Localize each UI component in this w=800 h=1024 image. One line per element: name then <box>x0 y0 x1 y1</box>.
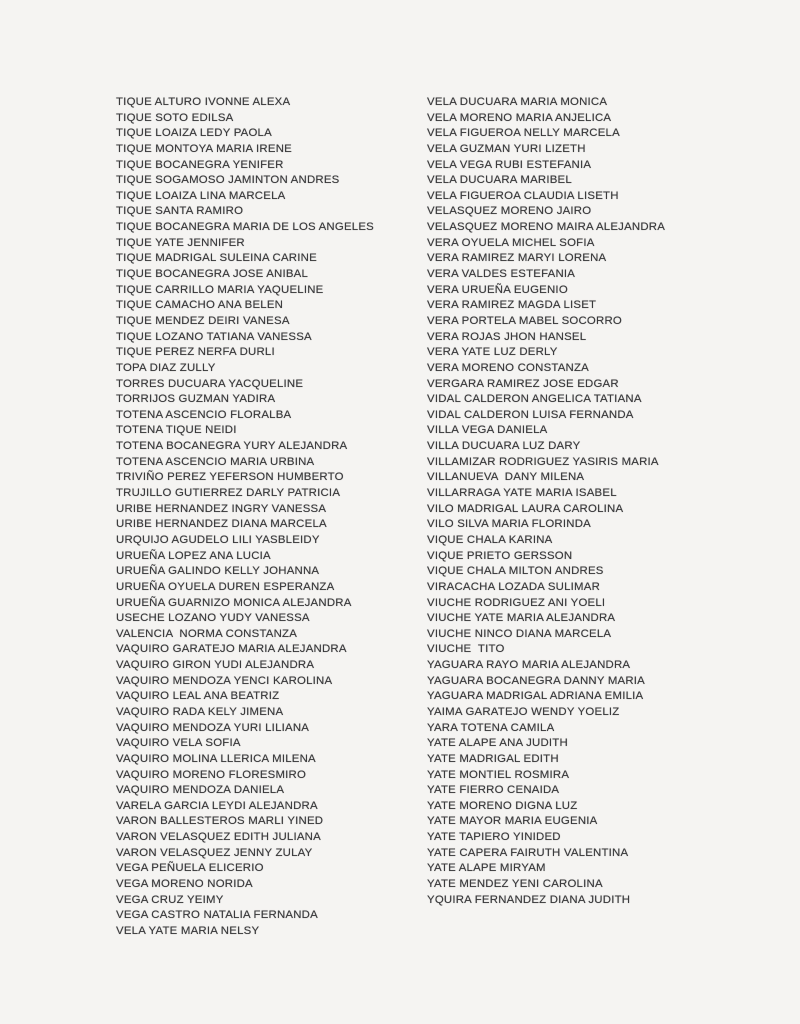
list-item: TIQUE BOCANEGRA JOSE ANIBAL <box>116 268 309 281</box>
list-item: TIQUE CAMACHO ANA BELEN <box>116 299 284 312</box>
list-item: VILLANUEVA DANY MILENA <box>427 471 585 484</box>
list-item: VILLARRAGA YATE MARIA ISABEL <box>427 487 617 500</box>
list-item: VIRACACHA LOZADA SULIMAR <box>427 580 601 593</box>
list-item: VELA GUZMAN YURI LIZETH <box>427 142 586 155</box>
list-item: VIUCHE NINCO DIANA MARCELA <box>427 627 612 640</box>
list-item: VERA PORTELA MABEL SOCORRO <box>427 314 622 327</box>
list-item: VERA YATE LUZ DERLY <box>427 346 558 359</box>
list-item: VELA VEGA RUBI ESTEFANIA <box>427 158 592 171</box>
list-item: TRUJILLO GUTIERREZ DARLY PATRICIA <box>116 487 341 500</box>
list-item: TIQUE BOCANEGRA YENIFER <box>116 158 284 171</box>
list-item: TIQUE YATE JENNIFER <box>116 236 245 249</box>
list-item: VIQUE CHALA KARINA <box>427 533 553 546</box>
list-item: VILLAMIZAR RODRIGUEZ YASIRIS MARIA <box>427 455 659 468</box>
list-item: VAQUIRO GIRON YUDI ALEJANDRA <box>116 659 315 672</box>
list-item: TIQUE LOAIZA LINA MARCELA <box>116 189 286 202</box>
list-item: VAQUIRO MORENO FLORESMIRO <box>116 768 307 781</box>
list-item: TIQUE ALTURO IVONNE ALEXA <box>116 96 291 108</box>
list-item: VIDAL CALDERON ANGELICA TATIANA <box>427 393 642 406</box>
list-item: VEGA CRUZ YEIMY <box>116 893 224 906</box>
list-item: VERA ROJAS JHON HANSEL <box>427 330 587 343</box>
list-item: VELA DUCUARA MARIBEL <box>427 174 572 187</box>
list-item: VERA URUEÑA EUGENIO <box>427 283 568 296</box>
list-item: VARON BALLESTEROS MARLI YINED <box>116 815 324 828</box>
list-item: VELASQUEZ MORENO JAIRO <box>427 205 592 218</box>
list-item: TIQUE SOTO EDILSA <box>116 111 234 124</box>
list-item: TIQUE MADRIGAL SULEINA CARINE <box>116 252 317 265</box>
list-item: URUEÑA LOPEZ ANA LUCIA <box>116 549 271 562</box>
list-item: VEGA MORENO NORIDA <box>116 878 253 891</box>
list-item: TIQUE CARRILLO MARIA YAQUELINE <box>116 283 324 296</box>
list-item: YAIMA GARATEJO WENDY YOELIZ <box>427 705 620 718</box>
list-item: TOTENA TIQUE NEIDI <box>116 424 237 437</box>
list-item: VAQUIRO GARATEJO MARIA ALEJANDRA <box>116 643 347 656</box>
list-item: YATE MONTIEL ROSMIRA <box>427 768 570 781</box>
list-item: TOTENA BOCANEGRA YURY ALEJANDRA <box>116 440 348 453</box>
list-item: YATE MENDEZ YENI CAROLINA <box>427 878 603 891</box>
list-item: URIBE HERNANDEZ INGRY VANESSA <box>116 502 327 515</box>
list-item: URQUIJO AGUDELO LILI YASBLEIDY <box>116 533 320 546</box>
list-item: VILO SILVA MARIA FLORINDA <box>427 518 591 531</box>
list-item: URIBE HERNANDEZ DIANA MARCELA <box>116 518 327 531</box>
list-item: TORRIJOS GUZMAN YADIRA <box>116 393 276 406</box>
list-item: VERA MORENO CONSTANZA <box>427 361 589 374</box>
name-column-left <box>116 95 374 940</box>
list-item: VIUCHE YATE MARIA ALEJANDRA <box>427 612 616 625</box>
list-item: TOPA DIAZ ZULLY <box>116 361 216 374</box>
list-item: VILLA DUCUARA LUZ DARY <box>427 440 581 453</box>
list-item: VELA MORENO MARIA ANJELICA <box>427 111 612 124</box>
list-item: VILLA VEGA DANIELA <box>427 424 548 437</box>
list-item: VERA RAMIREZ MAGDA LISET <box>427 299 597 312</box>
list-item: YAGUARA RAYO MARIA ALEJANDRA <box>427 659 631 672</box>
name-column-right <box>427 95 665 908</box>
list-item: YARA TOTENA CAMILA <box>427 721 555 734</box>
list-item: VAQUIRO LEAL ANA BEATRIZ <box>116 690 280 703</box>
list-item: VELASQUEZ MORENO MAIRA ALEJANDRA <box>427 221 666 234</box>
list-item: VERGARA RAMIREZ JOSE EDGAR <box>427 377 619 390</box>
list-item: VIDAL CALDERON LUISA FERNANDA <box>427 408 634 421</box>
list-item: TIQUE LOAIZA LEDY PAOLA <box>116 127 272 140</box>
list-item: TIQUE SOGAMOSO JAMINTON ANDRES <box>116 174 340 187</box>
list-item: YATE FIERRO CENAIDA <box>427 784 560 797</box>
list-item: VAQUIRO MOLINA LLERICA MILENA <box>116 752 316 765</box>
list-item: VIUCHE TITO <box>427 643 505 656</box>
list-item: VAQUIRO RADA KELY JIMENA <box>116 705 284 718</box>
list-item: VELA FIGUEROA CLAUDIA LISETH <box>427 189 619 202</box>
list-item: YATE MAYOR MARIA EUGENIA <box>427 815 598 828</box>
list-item: URUEÑA GUARNIZO MONICA ALEJANDRA <box>116 596 352 609</box>
list-item: YATE ALAPE ANA JUDITH <box>427 737 568 750</box>
list-item: VAQUIRO MENDOZA YENCI KAROLINA <box>116 674 333 687</box>
list-item: VERA OYUELA MICHEL SOFIA <box>427 236 595 249</box>
list-item: VELA YATE MARIA NELSY <box>116 924 260 937</box>
list-item: TIQUE LOZANO TATIANA VANESSA <box>116 330 312 343</box>
list-item: TRIVIÑO PEREZ YEFERSON HUMBERTO <box>116 471 344 484</box>
list-item: YATE TAPIERO YINIDED <box>427 831 561 844</box>
list-item: URUEÑA GALINDO KELLY JOHANNA <box>116 565 320 578</box>
list-item: YQUIRA FERNANDEZ DIANA JUDITH <box>427 893 631 906</box>
list-item: VARON VELASQUEZ JENNY ZULAY <box>116 846 313 859</box>
list-item: YATE MADRIGAL EDITH <box>427 752 559 765</box>
list-item: TIQUE PEREZ NERFA DURLI <box>116 346 275 359</box>
list-item: VALENCIA NORMA CONSTANZA <box>116 627 298 640</box>
list-item: VILO MADRIGAL LAURA CAROLINA <box>427 502 624 515</box>
list-item: TORRES DUCUARA YACQUELINE <box>116 377 304 390</box>
list-item: YAGUARA MADRIGAL ADRIANA EMILIA <box>427 690 644 703</box>
list-item: YAGUARA BOCANEGRA DANNY MARIA <box>427 674 645 687</box>
list-item: VAQUIRO VELA SOFIA <box>116 737 241 750</box>
list-item: VERA RAMIREZ MARYI LORENA <box>427 252 607 265</box>
list-item: VIQUE PRIETO GERSSON <box>427 549 573 562</box>
list-item: USECHE LOZANO YUDY VANESSA <box>116 612 310 625</box>
list-item: VELA FIGUEROA NELLY MARCELA <box>427 127 620 140</box>
list-item: TIQUE MONTOYA MARIA IRENE <box>116 142 292 155</box>
list-item: YATE MORENO DIGNA LUZ <box>427 799 578 812</box>
list-item: TOTENA ASCENCIO MARIA URBINA <box>116 455 315 468</box>
list-item: URUEÑA OYUELA DUREN ESPERANZA <box>116 580 335 593</box>
list-item: YATE ALAPE MIRYAM <box>427 862 546 875</box>
list-item: VELA DUCUARA MARIA MONICA <box>427 96 608 108</box>
list-item: TOTENA ASCENCIO FLORALBA <box>116 408 292 421</box>
list-item: VEGA PEÑUELA ELICERIO <box>116 862 264 875</box>
list-item: VIUCHE RODRIGUEZ ANI YOELI <box>427 596 606 609</box>
list-item: VEGA CASTRO NATALIA FERNANDA <box>116 909 318 922</box>
list-item: VARON VELASQUEZ EDITH JULIANA <box>116 831 321 844</box>
list-item: YATE CAPERA FAIRUTH VALENTINA <box>427 846 629 859</box>
list-item: VERA VALDES ESTEFANIA <box>427 268 576 281</box>
list-item: VAQUIRO MENDOZA DANIELA <box>116 784 285 797</box>
list-item: VIQUE CHALA MILTON ANDRES <box>427 565 604 578</box>
list-item: TIQUE MENDEZ DEIRI VANESA <box>116 314 290 327</box>
list-item: TIQUE SANTA RAMIRO <box>116 205 244 218</box>
list-item: VAQUIRO MENDOZA YURI LILIANA <box>116 721 310 734</box>
list-item: TIQUE BOCANEGRA MARIA DE LOS ANGELES <box>116 221 374 234</box>
list-item: VARELA GARCIA LEYDI ALEJANDRA <box>116 799 318 812</box>
